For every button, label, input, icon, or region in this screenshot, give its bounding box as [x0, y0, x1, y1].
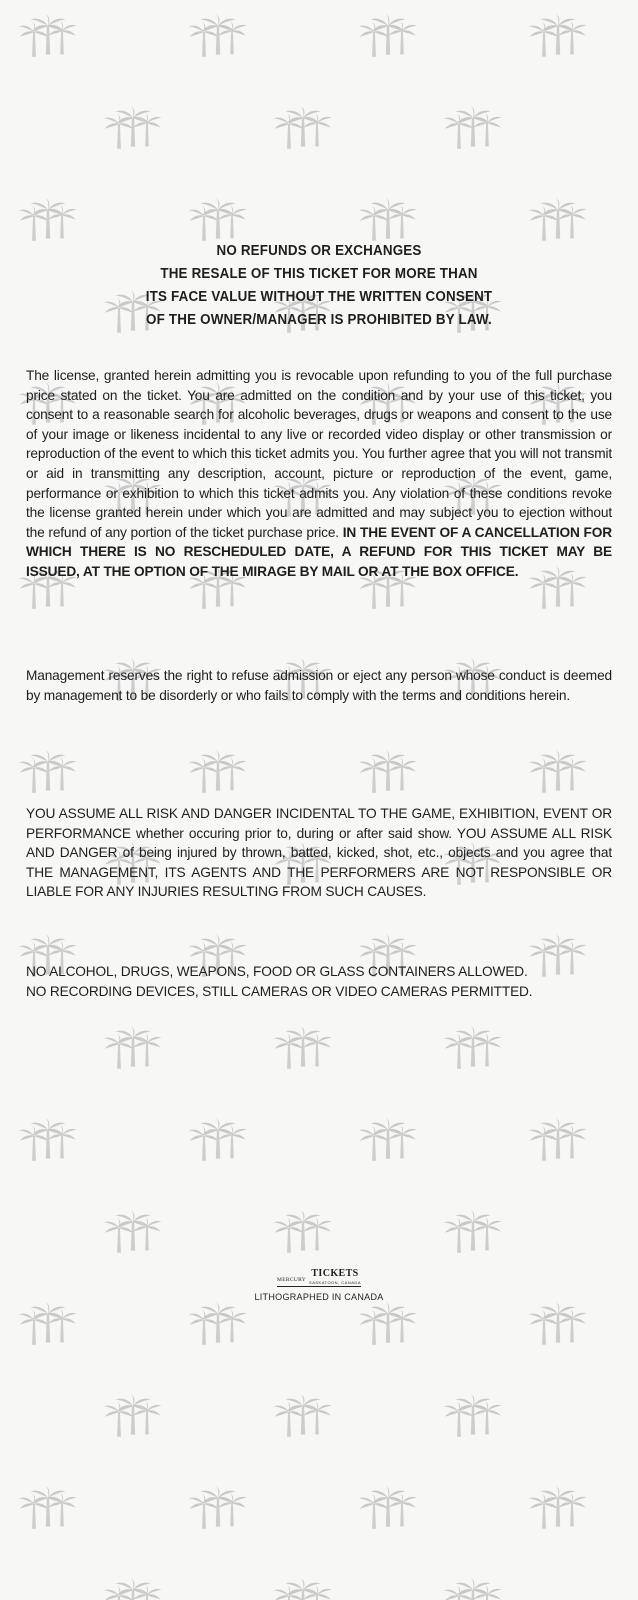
- headline-line-4: OF THE OWNER/MANAGER IS PROHIBITED BY LAW.: [146, 312, 492, 328]
- prohibited-line-2: NO RECORDING DEVICES, STILL CAMERAS OR VIDEO CAMERAS PERMITTED.: [26, 983, 533, 999]
- headline-line-2: THE RESALE OF THIS TICKET FOR MORE THAN: [160, 266, 478, 282]
- license-text: The license, granted herein admitting you is revocable upon refunding to you of the full purchase price stated on the ticket. You are admitted on the condition and by your use of this ticket, you consent to a reasonable search for alcoholic beverages, drugs or weapons and consent to the use of your image or likeness incidental to any live or recorded video display or other transmission or reproduction of the event to which this ticket admits you. You further agree that you will not transmit or aid in transmitting any description, account, picture or reproduction of the event, game, performance or exhibition to which this ticket admits you. Any violation of these conditions revoke the license granted herein under which you are admitted and may subject you to ejection without the refund of any portion of the ticket purchase price.: [26, 368, 612, 540]
- prohibited-items-paragraph: [26, 962, 612, 1001]
- risk-paragraph: [26, 804, 612, 902]
- risk-text: YOU ASSUME ALL RISK AND DANGER INCIDENTAL TO THE GAME, EXHIBITION, EVENT OR PERFORMANCE whether occuring prior to, during or after said show. YOU ASSUME ALL RISK AND DANGER of being injured by thrown, batted, kicked, shot, etc., objects and you agree that THE MANAGEMENT, ITS AGENTS AND THE PERFORMERS ARE NOT RESPONSIBLE OR LIABLE FOR ANY INJURIES RESULTING FROM SUCH CAUSES.: [26, 806, 612, 900]
- logo-big-text: TICKETS: [311, 1268, 359, 1279]
- cancellation-refund-notice: IN THE EVENT OF A CANCELLATION FOR WHICH THERE IS NO RESCHEDULED DATE, A REFUND FOR THIS TICKET MAY BE ISSUED, AT THE OPTION OF THE MIRAGE BY MAIL OR AT THE BOX OFFICE.: [26, 524, 612, 579]
- license-paragraph: [26, 366, 612, 582]
- management-paragraph: [26, 666, 612, 705]
- headline: [22, 240, 615, 332]
- printer-footer: [0, 1268, 638, 1302]
- logo-small-text: MERCURY: [277, 1277, 307, 1283]
- headline-line-1: NO REFUNDS OR EXCHANGES: [216, 243, 422, 259]
- management-text: Management reserves the right to refuse admission or eject any person whose conduct is deemed by management to be disorderly or who fails to comply with the terms and conditions herein.: [26, 668, 612, 703]
- mercury-tickets-logo: [277, 1268, 361, 1287]
- logo-sub-text: SASKATOON, CANADA: [309, 1280, 361, 1285]
- lithographed-note: LITHOGRAPHED IN CANADA: [254, 1292, 384, 1302]
- prohibited-line-1: NO ALCOHOL, DRUGS, WEAPONS, FOOD OR GLASS CONTAINERS ALLOWED.: [26, 964, 528, 979]
- headline-line-3: ITS FACE VALUE WITHOUT THE WRITTEN CONSENT: [145, 289, 493, 305]
